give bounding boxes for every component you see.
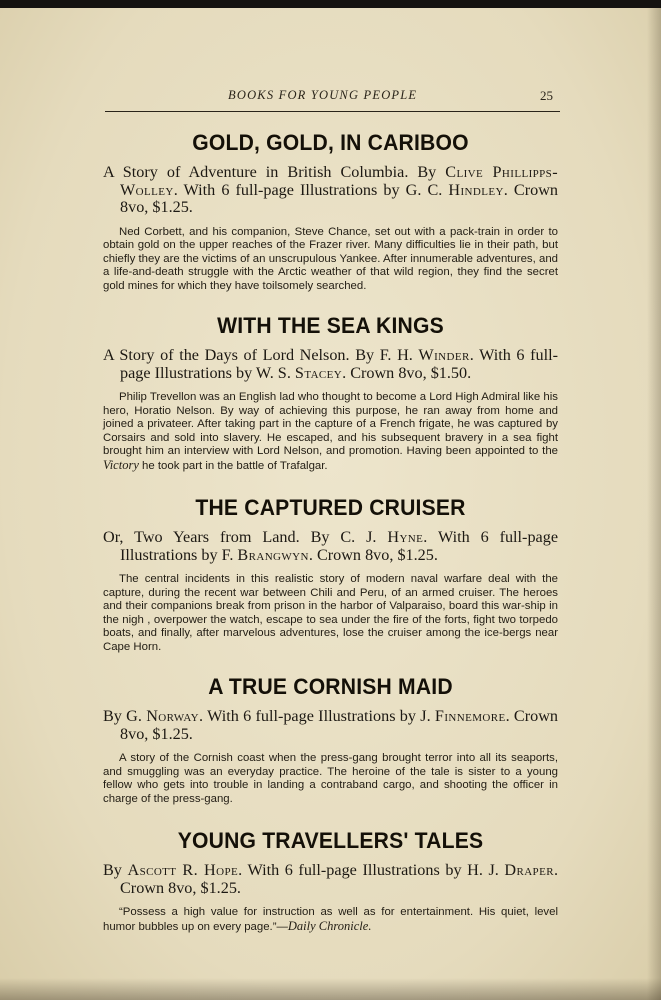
header-rule xyxy=(105,111,560,112)
book-credits: A Story of the Days of Lord Nelson. By F. H. Winder. With 6 full-page Illustrations by W. S. Stacey. Crown 8vo, $1.50. xyxy=(103,346,559,382)
book-title: GOLD, GOLD, IN CARIBOO xyxy=(192,130,469,155)
book-title: THE CAPTURED CRUISER xyxy=(195,495,466,520)
book-description: Philip Trevellon was an English lad who thought to become a Lord High Admiral like his hero, Horatio Nelson. By way of achieving this purpose, he ran away from home and joined a privateer. After taking part in the capture of a French frigate, he was captured by Corsairs and sold into slavery. He escaped, and his subsequent bravery in a sea fight brought him an interview with Lord Nelson, and promotion. Having been appointed to the Victory he took part in the battle of Trafalgar. xyxy=(103,391,558,472)
book-title: YOUNG TRAVELLERS' TALES xyxy=(177,828,484,853)
book-page xyxy=(0,8,661,1000)
book-credits: A Story of Adventure in British Columbia. By Clive Phillipps-Wolley. With 6 full-page Illustrations by G. C. Hindley. Crown 8vo, $1.25. xyxy=(103,163,558,216)
book-credits: By G. Norway. With 6 full-page Illustrations by J. Finnemore. Crown 8vo, $1.25. xyxy=(103,707,558,743)
book-entry xyxy=(103,828,558,934)
book-credits: By Ascott R. Hope. With 6 full-page Illustrations by H. J. Draper. Crown 8vo, $1.25. xyxy=(103,861,558,897)
catalog-listing xyxy=(103,130,558,934)
book-credits: Or, Two Years from Land. By C. J. Hyne. With 6 full-page Illustrations by F. Brangwyn. Crown 8vo, $1.25. xyxy=(103,528,558,564)
book-title: WITH THE SEA KINGS xyxy=(217,313,444,338)
book-entry xyxy=(103,313,558,473)
book-description: Ned Corbett, and his companion, Steve Chance, set out with a pack-train in order to obtain gold on the upper reaches of the Frazer river. Many difficulties lie in their path, but chiefly they are the victims of an unscrupulous Yankee. After innumerable adventures, and a life-and-death struggle with the Arctic weather of that wild region, they find the secret gold mines for which they have toilsomely searched. xyxy=(103,225,558,292)
book-description: A story of the Cornish coast when the press-gang brought terror into all its seaports, and smuggling was an everyday practice. The heroine of the tale is sister to a young fellow who gets into trouble in landing a contraband cargo, and shooting the officer in charge of the press-gang. xyxy=(103,752,558,805)
page-number: 25 xyxy=(540,88,553,103)
book-entry xyxy=(103,495,558,654)
book-entry xyxy=(103,130,558,293)
book-title: A TRUE CORNISH MAID xyxy=(208,674,453,699)
book-entry xyxy=(103,674,558,806)
book-review-quote: “Possess a high value for instruction as well as for entertainment. His quiet, level humor bubbles up on every page.”—Daily Chronicle. xyxy=(103,906,558,933)
book-description: The central incidents in this realistic story of modern naval warfare deal with the capture, during the recent war between Chili and Peru, of an armed cruiser. The heroes and their companions break from prison in the harbor of Valparaiso, board this war-ship in the nigh , overpower the watch, escape to sea under the fire of the forts, fight two torpedo boats, and finally, after marvelous adventures, lose the cruiser among the ice-bergs near Cape Horn. xyxy=(103,573,558,653)
running-head: BOOKS FOR YOUNG PEOPLE xyxy=(228,88,418,102)
page-bottom-shadow xyxy=(0,978,661,1000)
page-edge-shadow xyxy=(647,8,661,1000)
